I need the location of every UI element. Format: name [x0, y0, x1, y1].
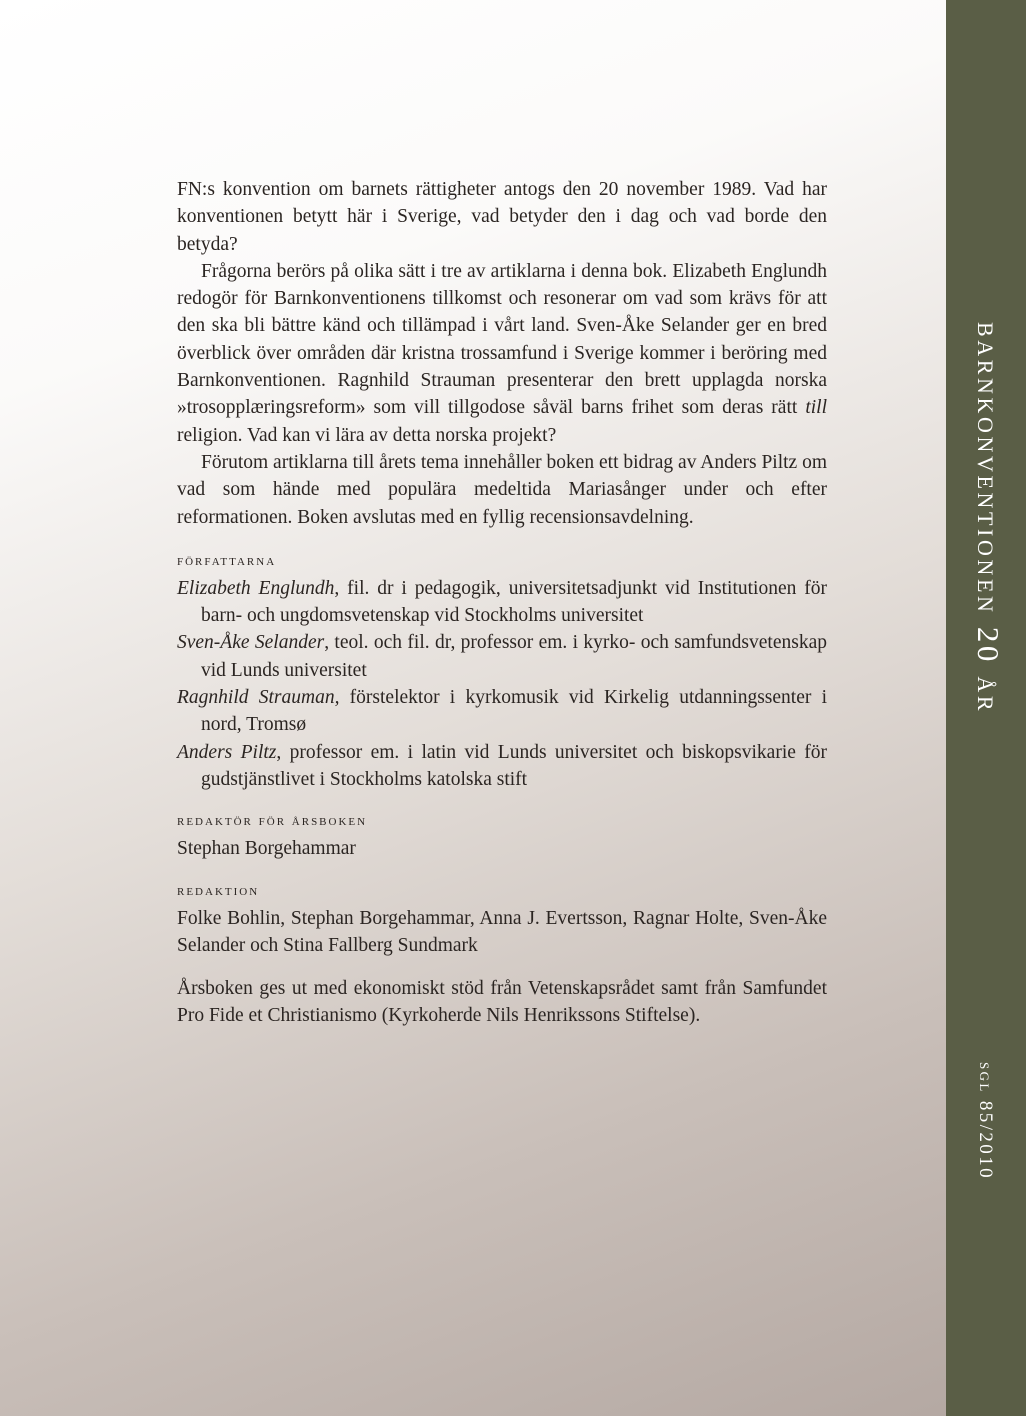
intro-paragraph-2	[177, 258, 827, 449]
author-name: Elizabeth Englundh	[177, 577, 335, 599]
author-entry	[177, 684, 827, 739]
authors-heading: författarna	[177, 552, 277, 569]
back-cover-text	[177, 176, 827, 1030]
spine-series-code: sgl 85/2010	[975, 1062, 996, 1180]
author-entry	[177, 629, 827, 684]
intro-paragraph-1: FN:s konvention om barnets rättigheter antogs den 20 november 1989. Vad har konventionen betytt här i Sverige, vad betyder den i dag och vad borde den betyda?	[177, 179, 827, 255]
editor-heading: redaktör för årsboken	[177, 813, 368, 830]
editor-name: Stephan Borgehammar	[177, 838, 356, 860]
editorial-board-heading: redaktion	[177, 882, 260, 899]
intro-paragraph-3: Förutom artiklarna till årets tema innehåller boken ett bidrag av Anders Piltz om vad som hände med populära medeltida Mariasånger under och efter reformationen. Boken avslutas med en fyllig recensionsavdelning.	[177, 451, 827, 528]
author-entry	[177, 575, 827, 630]
author-name: Sven-Åke Selander	[177, 632, 325, 654]
author-description: , professor em. i latin vid Lunds universitet och biskopsvikarie för gudstjänstlivet i Stockholms katolska stift	[201, 741, 828, 790]
author-description: förstelektor i kyrkomusik vid Kirkelig utdanningssenter i nord, Tromsø	[201, 687, 827, 736]
author-description: , teol. och fil. dr, professor em. i kyrko- och samfundsvetenskap vid Lunds universitet	[201, 632, 827, 681]
intro-paragraph-2-text: Frågorna berörs på olika sätt i tre av artiklarna i denna bok. Elizabeth Englundh redogör för Barnkonventionens tillkomst och resonerar om vad som krävs för att den ska bli bättre känd och tillämpad i vårt land. Sven-Åke Selander ger en bred överblick över områden där kristna trossamfund i Sverige kommer i beröring med Barnkonventionen. Ragnhild Strauman presenterar den brett upplagda norska »trosopplæringsreform» som vill tillgodose såväl barns frihet som deras rätt	[177, 260, 827, 419]
emphasis-till: till	[805, 397, 827, 419]
author-name: Anders Piltz	[177, 741, 277, 763]
funding-note: Årsboken ges ut med ekonomiskt stöd från Vetenskapsrådet samt från Samfundet Pro Fide et Christianismo (Kyrkoherde Nils Henrikssons Stiftelse).	[177, 978, 827, 1027]
author-name: Ragnhild Strauman,	[177, 687, 340, 709]
intro-paragraph-2-tail: religion. Vad kan vi lära av detta norska projekt?	[177, 424, 557, 446]
author-description: , fil. dr i pedagogik, universitetsadjunkt vid Institutionen för barn- och ungdomsvetenskap vid Stockholms universitet	[201, 577, 827, 627]
author-entry	[177, 739, 827, 794]
spine-title: barnkonventionen 20 år	[971, 322, 1006, 715]
editorial-board-names: Folke Bohlin, Stephan Borgehammar, Anna J. Evertsson, Ragnar Holte, Sven-Åke Selander och Stina Fallberg Sundmark	[177, 907, 827, 956]
